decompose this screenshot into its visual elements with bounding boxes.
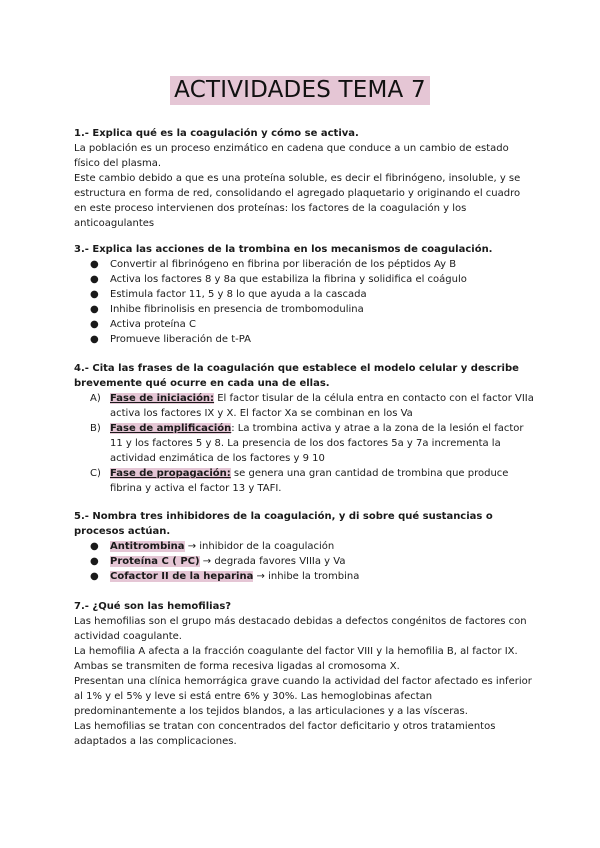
section-q3 (74, 242, 534, 347)
section-q7 (74, 599, 534, 749)
list-item (74, 421, 534, 466)
list-marker: A) (90, 393, 101, 404)
phase-term: Fase de amplificación (110, 423, 232, 434)
inhibitor-term: Proteína C ( PC) (110, 556, 200, 567)
inhibitor-text: → inhibe la trombina (253, 571, 360, 582)
list-item-text: Activa los factores 8 y 8a que estabiliza la fibrina y solidifica el coágulo (110, 274, 467, 285)
bullet-icon: ● (90, 304, 99, 315)
list-item-text: Estimula factor 11, 5 y 8 lo que ayuda a la cascada (110, 289, 367, 300)
inhibitor-term: Cofactor II de la heparina (110, 571, 254, 582)
list-item (74, 287, 534, 302)
q7-paragraph: La hemofilia A afecta a la fracción coagulante del factor VIII y la hemofilia B, al factor IX. Ambas se transmiten de forma recesiva ligadas al cromosoma X. (74, 646, 518, 672)
inhibitor-text: → degrada favores VIIIa y Va (199, 556, 346, 567)
bullet-icon: ● (90, 319, 99, 330)
list-marker: B) (90, 423, 101, 434)
q1-paragraph: Este cambio debido a que es una proteína soluble, es decir el fibrinógeno, insoluble, y se estructura en forma de red, consolidando el agregado plaquetario y originando el cuadro en este proceso intervienen dos proteínas: los factores de la coagulación y los anticoagulantes (74, 173, 521, 229)
phase-text: El factor tisular de la célula entra en contacto con el factor VIIa activa los factores IX y X. El factor Xa se combinan en los Va (110, 393, 534, 419)
list-item (74, 539, 534, 554)
q3-bullet-list (74, 257, 534, 347)
list-item-text: Activa proteína C (110, 319, 196, 330)
q7-paragraph: Las hemofilias son el grupo más destacado debidas a defectos congénitos de factores con actividad coagulante. (74, 616, 527, 642)
section-q1 (74, 126, 534, 231)
inhibitor-term: Antitrombina (110, 541, 185, 552)
question-5: 5.- Nombra tres inhibidores de la coagulación, y di sobre qué sustancias o procesos actúan. (74, 511, 493, 537)
phase-term: Fase de propagación: (110, 468, 231, 479)
q5-bullet-list (74, 539, 534, 584)
q7-paragraph: Las hemofilias se tratan con concentrados del factor deficitario y otros tratamientos adaptados a las complicaciones. (74, 721, 496, 747)
list-item-text: Convertir al fibrinógeno en fibrina por liberación de los péptidos Ay B (110, 259, 457, 270)
list-item (74, 466, 534, 496)
inhibitor-text: → inhibidor de la coagulación (184, 541, 335, 552)
list-item (74, 391, 534, 421)
question-7: 7.- ¿Qué son las hemofilias? (74, 601, 232, 612)
list-item-text: Promueve liberación de t-PA (110, 334, 251, 345)
phase-text: : La trombina activa y atrae a la zona de la lesión el factor 11 y los factores 5 y 8. La presencia de los dos factores 5a y 7a incrementa la actividad enzimática de los factores y 9 10 (110, 423, 524, 464)
page-title: ACTIVIDADES TEMA 7 (170, 76, 430, 105)
section-q4 (74, 361, 534, 496)
list-marker: C) (90, 468, 101, 479)
list-item (74, 317, 534, 332)
list-item (74, 302, 534, 317)
bullet-icon: ● (90, 274, 99, 285)
section-q5 (74, 509, 534, 584)
list-item (74, 569, 534, 584)
question-3: 3.- Explica las acciones de la trombina en los mecanismos de coagulación. (74, 244, 493, 255)
list-item (74, 554, 534, 569)
phase-text: se genera una gran cantidad de trombina que produce fibrina y activa el factor 13 y TAFI. (110, 468, 509, 494)
bullet-icon: ● (90, 334, 99, 345)
q1-paragraph: La población es un proceso enzimático en cadena que conduce a un cambio de estado físico del plasma. (74, 143, 509, 169)
list-item (74, 332, 534, 347)
list-item-text: Inhibe fibrinolisis en presencia de trombomodulina (110, 304, 364, 315)
bullet-icon: ● (90, 289, 99, 300)
list-item (74, 257, 534, 272)
bullet-icon: ● (90, 556, 99, 567)
q4-phase-list (74, 391, 534, 496)
bullet-icon: ● (90, 571, 99, 582)
phase-term: Fase de iniciación: (110, 393, 215, 404)
question-4: 4.- Cita las frases de la coagulación que establece el modelo celular y describe brevemente qué ocurre en cada una de ellas. (74, 363, 519, 389)
bullet-icon: ● (90, 541, 99, 552)
title-container (0, 76, 600, 105)
question-1: 1.- Explica qué es la coagulación y cómo se activa. (74, 128, 359, 139)
list-item (74, 272, 534, 287)
bullet-icon: ● (90, 259, 99, 270)
q7-paragraph: Presentan una clínica hemorrágica grave cuando la actividad del factor afectado es inferior al 1% y el 5% y leve si está entre 6% y 30%. Las hemoglobinas afectan predominantemente a los tejidos blandos, a las articulaciones y a las vísceras. (74, 676, 532, 717)
